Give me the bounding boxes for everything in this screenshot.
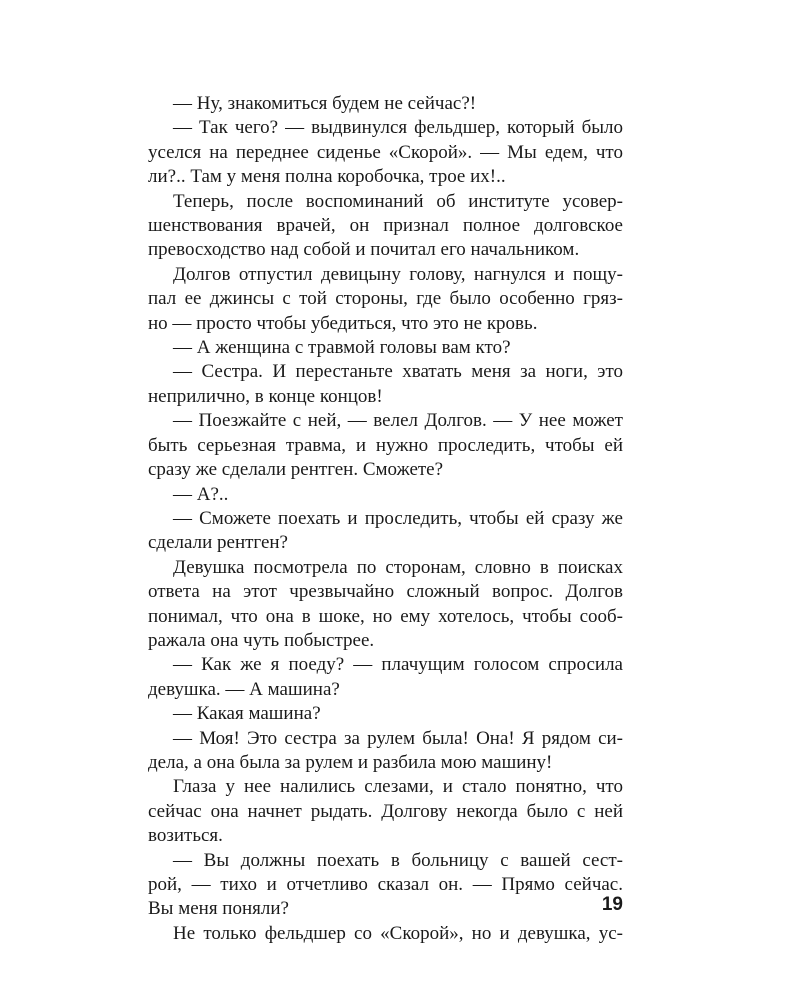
text-line: пал ее джинсы с той стороны, где было особенно гряз-: [148, 288, 623, 310]
text-line: — Поезжайте с ней, — велел Долгов. — У нее может: [173, 410, 623, 432]
text-line: — А?..: [173, 483, 229, 505]
text-line: Глаза у нее налились слезами, и стало понятно, что: [173, 776, 623, 798]
text-line: Теперь, после воспоминаний об институте усовер-: [173, 190, 623, 212]
text-line: — Ну, знакомиться будем не сейчас?!: [173, 93, 477, 114]
text-line: дела, а она была за рулем и разбила мою машину!: [148, 751, 553, 773]
text-line: — Как же я поеду? — плачущим голосом спросила: [173, 654, 623, 676]
text-line: сейчас она начнет рыдать. Долгову некогда было с ней: [148, 800, 623, 822]
text-line: Не только фельдшер со «Скорой», но и девушка, ус-: [173, 922, 623, 944]
text-line: — Сестра. И перестаньте хватать меня за ноги, это: [173, 361, 623, 383]
text-line: сделали рентген?: [148, 532, 288, 554]
text-block: [148, 92, 623, 946]
text-line: рой, — тихо и отчетливо сказал он. — Прямо сейчас.: [148, 874, 623, 895]
page-body: [148, 92, 623, 946]
text-line: — Так чего? — выдвинулся фельдшер, который было: [173, 117, 623, 139]
text-line: сразу же сделали рентген. Сможете?: [148, 459, 444, 481]
text-line: девушка. — А машина?: [148, 678, 340, 700]
text-line: возиться.: [148, 825, 223, 847]
text-line: ражала она чуть побыстрее.: [148, 629, 375, 651]
text-line: ли?.. Там у меня полна коробочка, трое их!..: [148, 166, 506, 188]
text-line: — А женщина с травмой головы вам кто?: [173, 337, 511, 359]
text-line: — Моя! Это сестра за рулем была! Она! Я рядом си-: [173, 727, 623, 749]
text-line: неприлично, в конце концов!: [148, 385, 383, 407]
text-line: Долгов отпустил девицыну голову, нагнулся и пощу-: [173, 263, 623, 285]
text-line: — Какая машина?: [173, 703, 321, 725]
text-line: быть серьезная травма, и нужно проследить, чтобы ей: [148, 434, 623, 456]
text-line: превосходство над собой и почитал его начальником.: [148, 239, 580, 261]
text-line: — Вы должны поехать в больницу с вашей сест-: [173, 849, 623, 871]
text-line: ответа на этот чрезвычайно сложный вопрос. Долгов: [148, 581, 623, 603]
text-line: понимал, что она в шоке, но ему хотелось, чтобы сооб-: [148, 605, 623, 627]
text-line: — Сможете поехать и проследить, чтобы ей сразу же: [173, 507, 623, 529]
text-line: Девушка посмотрела по сторонам, словно в поисках: [173, 556, 623, 578]
text-line: шенствования врачей, он признал полное долговское: [148, 215, 623, 237]
text-line: Вы меня поняли?: [148, 898, 289, 920]
text-line: уселся на переднее сиденье «Скорой». — Мы едем, что: [148, 141, 623, 163]
text-line: но — просто чтобы убедиться, что это не кровь.: [148, 312, 538, 334]
page-number: 19: [601, 894, 623, 915]
